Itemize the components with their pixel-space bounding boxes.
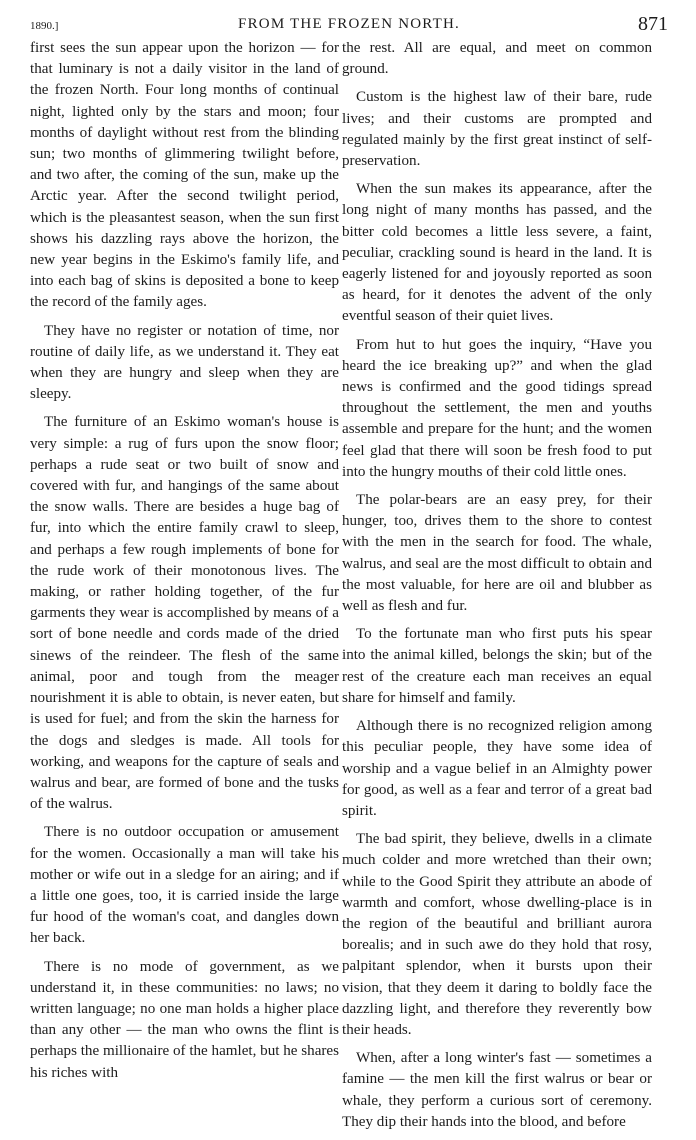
paragraph: Although there is no recognized religion among this peculiar people, they have some idea of worship and a vague belief in an Almighty power for good, as well as a fear and terror of a great bad spirit. [342,718,652,819]
paragraph: From hut to hut goes the inquiry, “Have you heard the ice breaking up?” and when the glad news is confirmed and the good tidings spread throughout the settlement, the men and youths assemble and prepare for the hunt; and the women feel glad that there will soon be fresh food to put into the hungry mouths of their cold little ones. [342,336,652,480]
running-header [30,6,668,40]
paragraph: The furniture of an Eskimo woman's house is very simple: a rug of furs upon the snow floor; perhaps a rude seat or two built of snow and covered with fur, and hangings of the same about the snow walls. There are besides a huge bag of fur, into which the entire family crawl to sleep, and perhaps a few rough implements of bone for the rude work of their monotonous lives. The making, or rather holding together, of the fur garments they wear is accomplished by means of a sort of bone needle and cords made of the dried sinews of the reindeer. The flesh of the same animal, poor and tough from the meager nourishment it is able to obtain, is never eaten, but is used for fuel; and from the skin the harness for the dogs and sledges is made. All tools for working, and weapons for the capture of seals and walrus and bear, are formed of bone and the tusks of the walrus. [30,414,339,813]
paragraph: To the fortunate man who first puts his spear into the animal killed, belongs the skin; but of the rest of the creature each man receives an equal share for himself and family. [342,626,652,706]
paragraph: The polar-bears are an easy prey, for their hunger, too, drives them to the shore to contest with the men in the search for food. The whale, walrus, and seal are the most difficult to obtain and the most valuable, for here are oil and blubber as well as flesh and fur. [342,492,652,615]
paragraph: They have no register or notation of time, nor routine of daily life, as we understand it. They eat when they are hungry and sleep when they are sleepy. [30,322,339,403]
paragraph: the rest. All are equal, and meet on common ground. [342,40,652,78]
paragraph: first sees the sun appear upon the horizon — for that luminary is not a daily visitor in the land of the frozen North. Four long months of continual night, lighted only by the stars and moon; four months of daylight without rest from the blinding sun; two months of glimmering twilight before, and two after, the coming of the sun, make up the Arctic year. After the second twilight period, which is the pleasantest season, when the sun first shows his dazzling rays above the horizon, the new year begins in the Eskimo's family life, and into each bag of skins is deposited a bone to keep the record of the family ages. [30,40,339,311]
paragraph: There is no outdoor occupation or amusement for the women. Occasionally a man will take his mother or wife out in a sledge for an airing; and if a little one goes, too, it is carried inside the large fur hood of the woman's coat, and dangles down her back. [30,824,339,947]
paragraph: When, after a long winter's fast — sometimes a famine — the men kill the first walrus or bear or whale, they perform a curious sort of ceremony. They dip their hands into the blood, and before [342,1050,652,1130]
right-column [342,38,652,1140]
paragraph: There is no mode of government, as we understand it, in these communities: no laws; no written language; no one man holds a higher place than any other — the man who owns the flint is perhaps the millionaire of the hamlet, but he shares his riches with [30,958,339,1081]
header-title: FROM THE FROZEN NORTH. [238,16,460,32]
paragraph: When the sun makes its appearance, after the long night of many months has passed, and the bitter cold becomes a little less severe, a faint, peculiar, crackling sound is heard in the land. It is eagerly listened for and joyously reported as soon as heard, for it denotes the advent of the only eventful season of their quiet lives. [342,181,652,325]
header-date: 1890.] [30,20,59,32]
left-column [30,38,339,1091]
paragraph: The bad spirit, they believe, dwells in a climate much colder and more wretched than their own; while to the Good Spirit they attribute an abode of warmth and comfort, whose dwelling-place is in the region of the beautiful and brilliant aurora borealis; and in such awe do they hold that rosy, palpitant splendor, when it bursts upon their vision, that they deem it daring to boldly face the dazzling light, and therefore they reverently bow their heads. [342,831,652,1038]
page-number: 871 [638,13,668,35]
paragraph: Custom is the highest law of their bare, rude lives; and their customs are prompted and regulated mainly by the first great instinct of self-preservation. [342,89,652,170]
